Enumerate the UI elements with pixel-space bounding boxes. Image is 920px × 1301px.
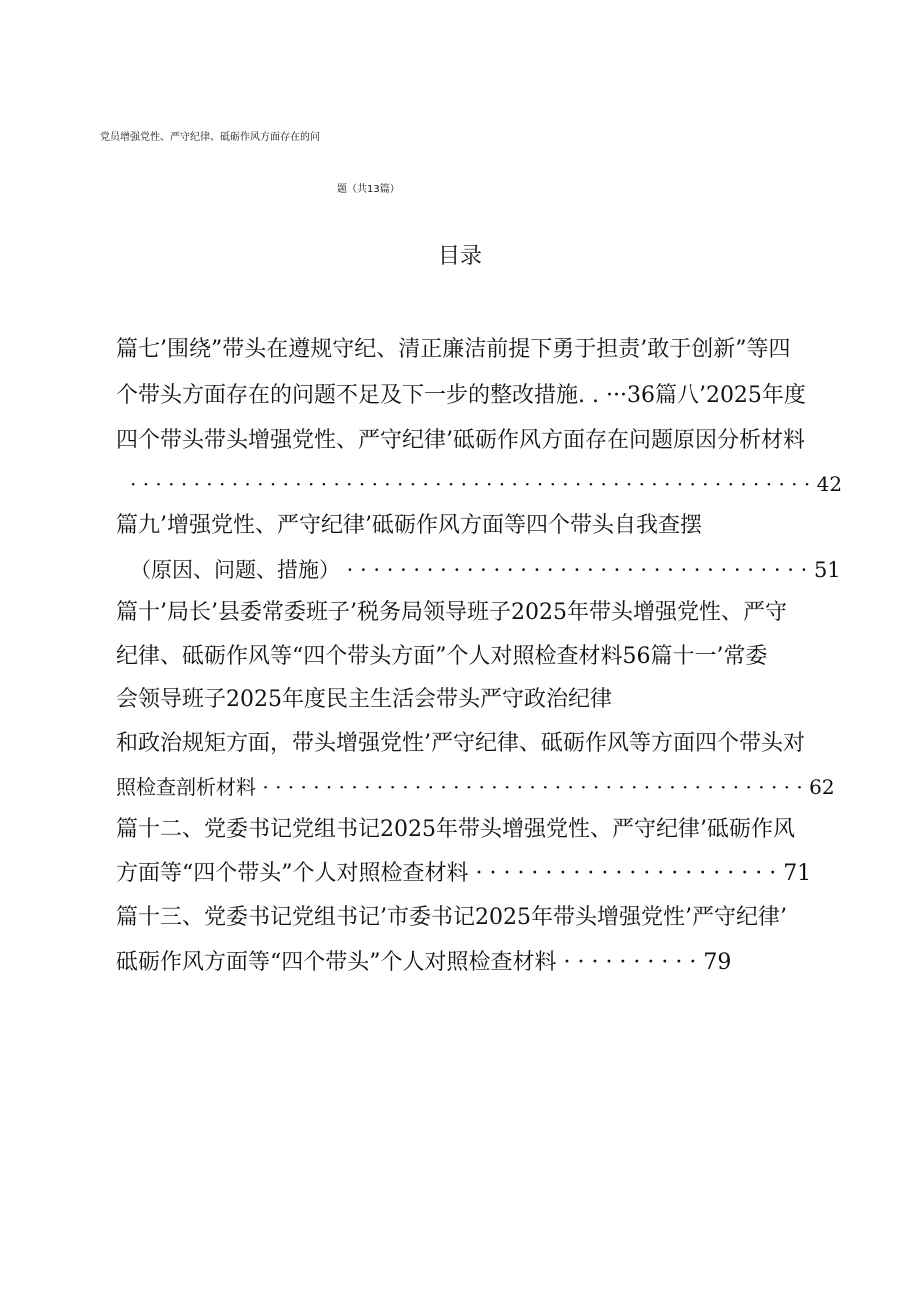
title-line-1: 党员增强党性、严守纪律、砥砺作风方面存在的问 <box>100 132 320 143</box>
document-title <box>100 112 830 216</box>
toc-line: 四个带头带头增强党性、严守纪律’砥砺作风方面存在问题原因分析材料 <box>116 428 805 453</box>
toc-heading: 目录 <box>437 244 482 269</box>
toc-line: 照检查剖析材料 · · · · · · · · · · · · · · · · · · · · · · · · · · · · · · · · · · · · · · · · · · · 62 <box>116 775 835 799</box>
toc-line: 篇十’局长’县委常委班子’税务局领导班子2025年带头增强党性、严守 <box>116 600 787 625</box>
toc-line: 个带头方面存在的问题不足及下一步的整改措施. . ···36篇八’2025年度 <box>116 383 806 408</box>
toc-line: 篇十二、党委书记党组书记2025年带头增强党性、严守纪律’砥砺作风 <box>116 817 795 842</box>
toc-line: 纪律、砥砺作风等“四个带头方面”个人对照检查材料56篇十一’常委 <box>116 644 768 669</box>
toc-line: 篇九’增强党性、严守纪律’砥砺作风方面等四个带头自我查摆 <box>116 513 702 538</box>
toc-line: （原因、问题、措施） · · · · · · · · · · · · · · · · · · · · · · · · · · · · · · · · · · · 51 <box>130 558 841 582</box>
toc-line: 砥砺作风方面等“四个带头”个人对照检查材料 · · · · · · · · · · 79 <box>116 950 732 975</box>
toc-line: · · · · · · · · · · · · · · · · · · · · · · · · · · · · · · · · · · · · · · · · · · · · · · · · · · · · · · 42 <box>130 472 843 496</box>
toc-line: 会领导班子2025年度民主生活会带头严守政治纪律 <box>116 687 612 712</box>
toc-line: 篇七’围绕”带头在遵规守纪、清正廉洁前提下勇于担责’敢于创新”等四 <box>116 337 791 362</box>
title-line-2: 题（共13篇） <box>337 184 400 195</box>
toc-line: 篇十三、党委书记党组书记’市委书记2025年带头增强党性’严守纪律’ <box>116 905 787 930</box>
toc-line: 和政治规矩方面，带头增强党性’严守纪律、砥砺作风等方面四个带头对 <box>116 731 805 756</box>
toc-line: 方面等“四个带头”个人对照检查材料 · · · · · · · · · · · · · · · · · · · · · · 71 <box>116 861 812 886</box>
